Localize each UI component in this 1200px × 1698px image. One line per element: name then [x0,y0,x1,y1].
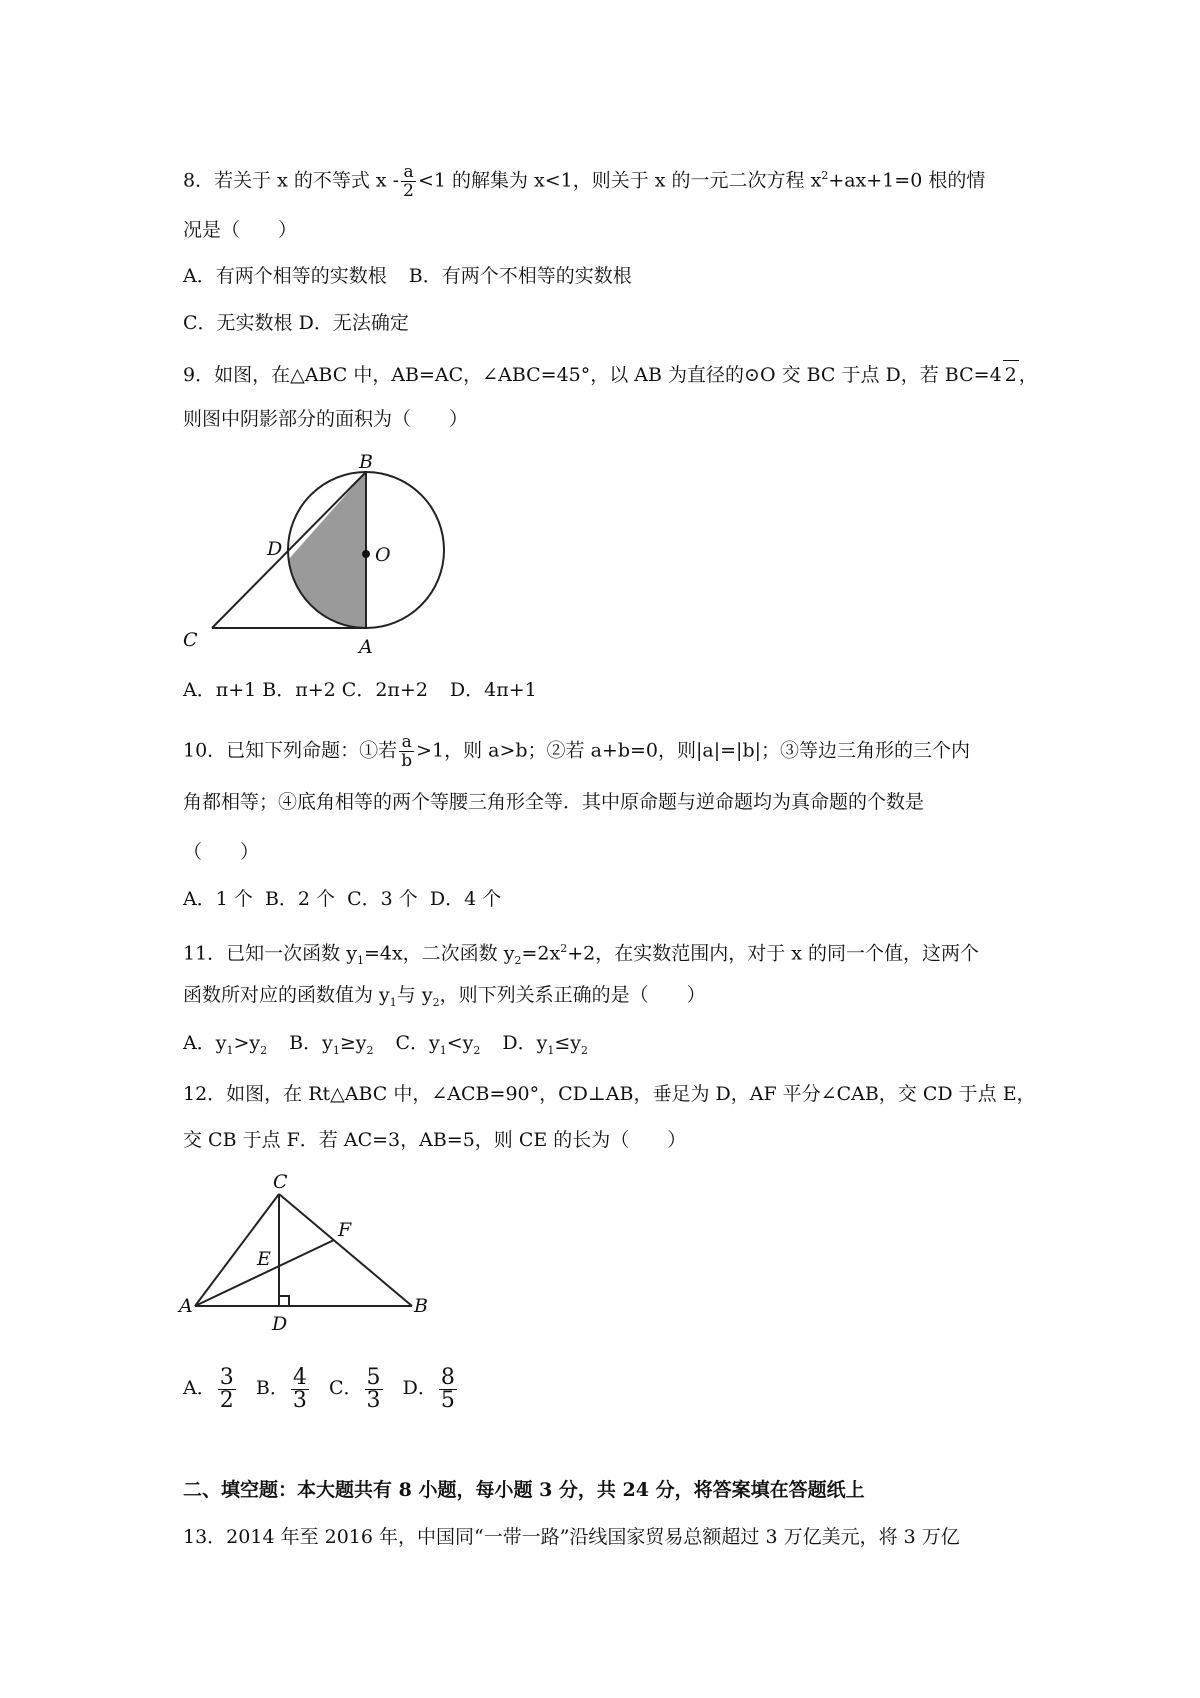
q12-figure [175,1168,445,1338]
q9-label-o: O [375,544,391,566]
q11-stem-line1 [183,935,1063,975]
q11-option-b: B．$y_1\ge y_2$ [289,1032,374,1057]
q8-option-c: C．无实数根 [183,312,293,334]
q8-text-a: 8．若关于 x 的不等式 x - [183,169,400,192]
q9-shaded-region [288,472,366,628]
q12-label-d: D [272,1313,288,1335]
q8-fraction [401,163,416,200]
q12-option-d: D． $\frac{8}{5}$ [402,1364,455,1413]
q10-option-d: D．4 个 [429,888,502,910]
q9-option-c: C．2π+2 [341,679,428,701]
q8-text-b: <1 的解集为 x<1，则关于 x 的一元二次方程 x [417,169,822,192]
q9-label-d: D [267,538,283,560]
q8-text-c: +ax+1=0 根的情 [828,169,986,192]
q10-options [183,885,1063,913]
q13-stem-line1: 13．2014 年至 2016 年，中国同“一带一路”沿线国家贸易总额超过 3 万亿美元，将 3 万亿 [183,1526,960,1548]
q9-text-b: ， [1018,364,1038,386]
q9-stem-line2: 则图中阴影部分的面积为（ ） [183,408,469,430]
q11-text-b: =4x，二次函数 y [363,942,515,965]
q12-label-e: E [257,1248,271,1270]
q9-option-d: D．4π+1 [449,679,537,701]
q9-sqrt: 2 [1003,360,1019,389]
q9-center-dot [362,550,370,558]
q10-stem-line1 [183,733,1063,770]
q8-sup: 2 [821,169,829,182]
q12-stem-line1: 12．如图，在 Rt△ABC 中，∠ACB=90°，CD⊥AB，垂足为 D，AF 平分∠CAB，交 CD 于点 E， [183,1083,1036,1105]
q11-stem-line2 [183,981,1063,1017]
q10-frac-den: b [401,751,413,771]
q10-text-b: >1，则 a>b；②若 a+b=0，则|a|=|b|；③等边三角形的三个内 [416,739,971,762]
q8-stem-line1 [183,162,1063,200]
q11-sup: 2 [560,942,568,955]
q11-option-c: C．$y_1<y_2$ [395,1032,481,1057]
q11-text-g: ，则下列关系正确的是（ ） [439,984,706,1006]
q9-label-b: B [359,451,373,473]
q12-option-a: A． $\frac{3}{2}$ [183,1364,234,1413]
q11-sub-2: 2 [514,954,522,968]
q10-option-a: A．1 个 [183,888,253,910]
q9-text-a: 9．如图，在△ABC 中，AB=AC，∠ABC=45°，以 AB 为直径的⊙O 交 BC 于点 D，若 BC=4 [183,364,1002,386]
q9-option-a: A．π+1 [183,679,257,701]
q11-option-a: A．$y_1>y_2$ [183,1032,268,1057]
q12-stem-line2: 交 CB 于点 F．若 AC=3，AB=5，则 CE 的长为（ ） [183,1129,687,1151]
q12-label-b: B [414,1295,428,1317]
q11-sub-1: 1 [356,954,364,968]
q8-stem-line2: 况是（ ） [183,219,298,241]
q12-label-c: C [273,1171,288,1193]
q11-options [183,1029,1063,1065]
q9-options [183,676,1063,704]
q10-text-a: 10．已知下列命题：①若 [183,739,398,762]
q12-label-a: A [179,1295,193,1317]
q9-figure [175,450,455,660]
q12-option-c: C． $\frac{5}{3}$ [328,1364,381,1413]
q8-options-row1 [183,262,1063,290]
q12-label-f: F [338,1219,352,1241]
q10-frac-num: a [399,733,414,752]
q9-label-c: C [183,629,198,651]
q10-option-c: C．3 个 [347,888,418,910]
q8-options-row2 [183,309,1063,337]
q9-stem-line1 [183,360,1063,389]
q11-text-c: =2x [521,942,561,965]
q8-option-b: B．有两个不相等的实数根 [408,265,632,287]
q11-sub-4: 2 [432,995,440,1009]
q10-stem-line3: （ ） [183,841,260,863]
q12-segment-cb [279,1194,412,1306]
q11-text-e: 函数所对应的函数值为 y [183,984,390,1006]
q11-option-d: D．$y_1\le y_2$ [502,1032,589,1057]
q8-frac-den: 2 [403,180,414,201]
q8-frac-num: a [401,163,416,182]
q9-option-b: B．π+2 [262,679,336,701]
q11-text-d: +2，在实数范围内，对于 x 的同一个值，这两个 [567,942,979,965]
q10-fraction [399,733,414,770]
q12-option-b: B． $\frac{4}{3}$ [255,1364,307,1413]
q11-text-a: 11．已知一次函数 y [183,942,357,965]
q12-options [183,1358,1063,1418]
q11-text-f: 与 y [396,984,433,1006]
q8-option-a: A．有两个相等的实数根 [183,265,387,287]
q12-right-angle-mark [279,1296,289,1306]
q10-option-b: B．2 个 [264,888,336,910]
q9-label-a: A [359,636,373,658]
q8-option-d: D．无法确定 [298,312,409,334]
section-2-heading: 二、填空题：本大题共有 8 小题，每小题 3 分，共 24 分，将答案填在答题纸上 [183,1479,865,1501]
q11-sub-3: 1 [389,995,397,1009]
q10-stem-line2: 角都相等；④底角相等的两个等腰三角形全等．其中原命题与逆命题均为真命题的个数是 [183,791,925,813]
